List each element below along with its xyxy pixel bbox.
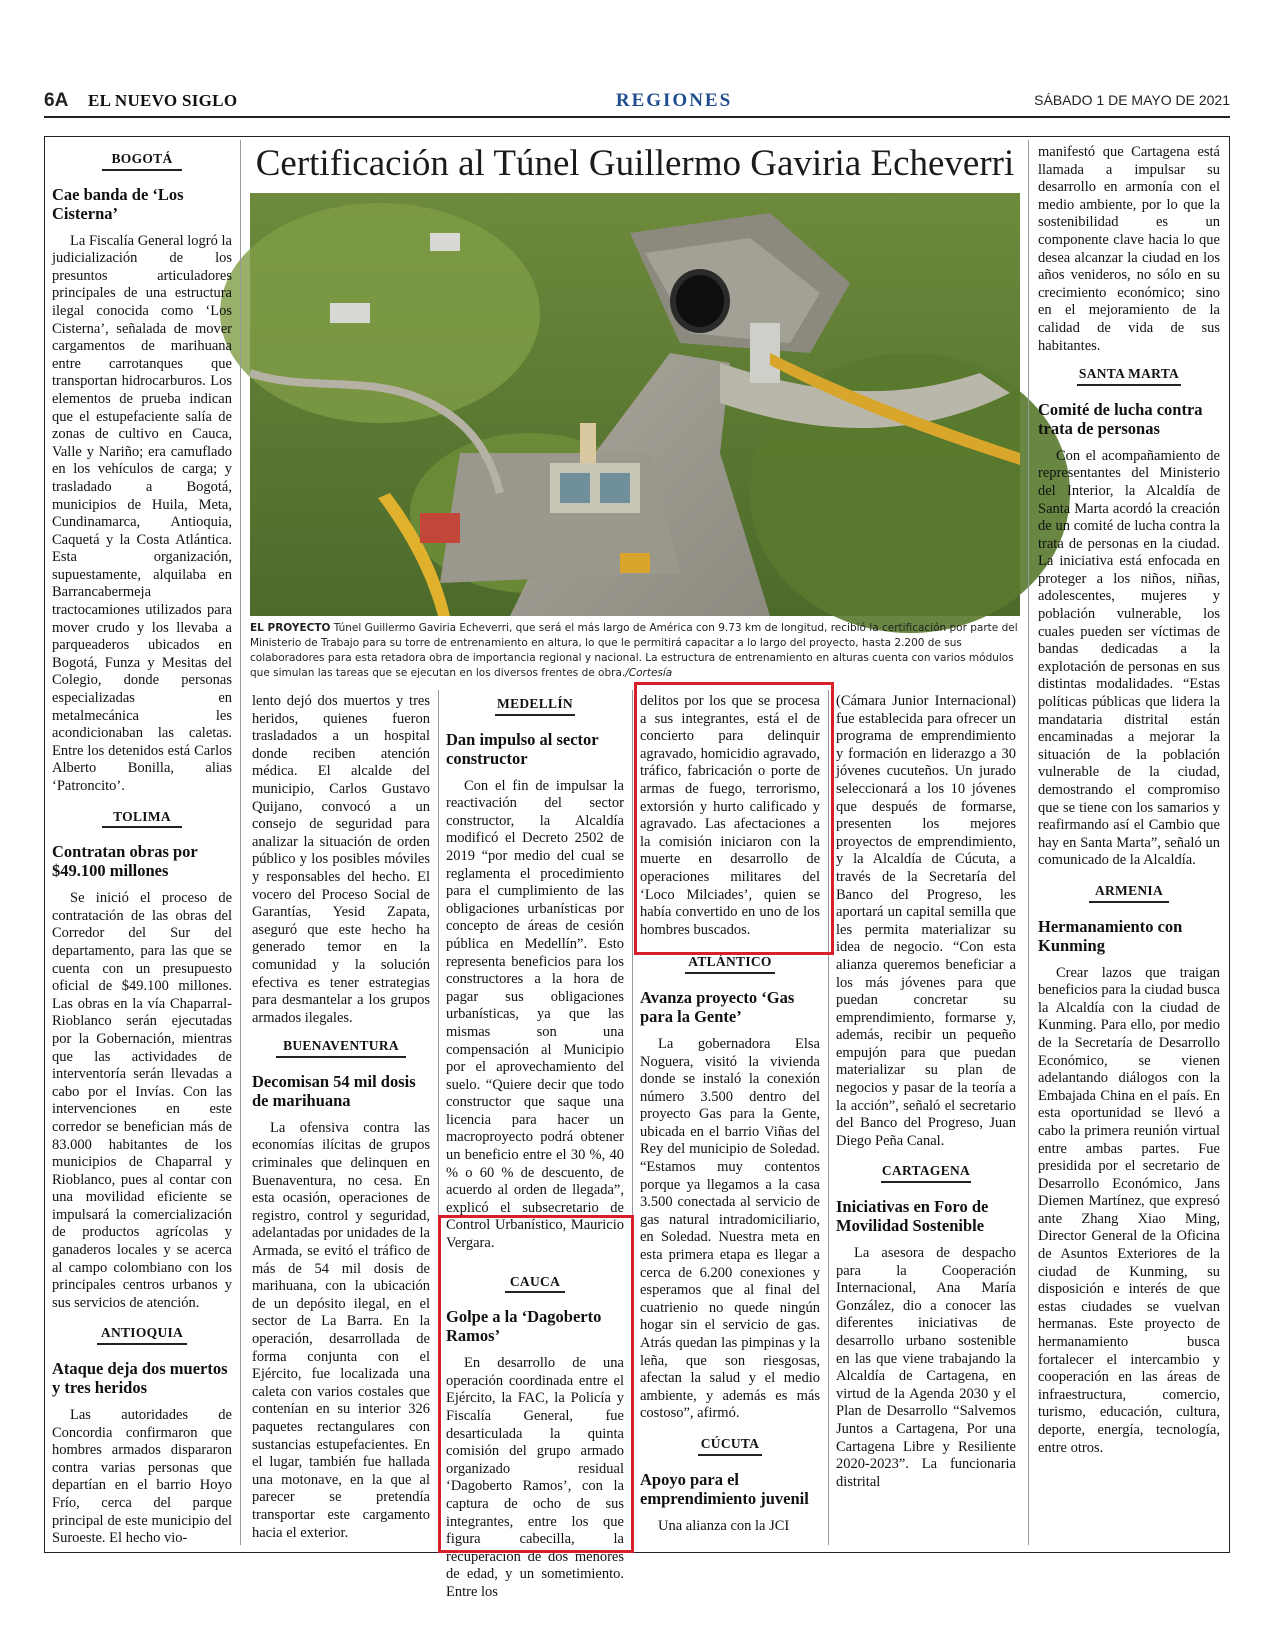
article-cartagena-continued: manifestó que Cartagena está llamada a impulsar su desarrollo en armonía con el medio ambiente, por lo que la sostenibilidad es un componente clave hacia lo que desea alcanzar la ciudad en los años venideros, no sólo en su crecimiento económico; sino en el mejoramiento de la calidad de vida de sus habitantes.	[1038, 144, 1220, 354]
photo-caption	[250, 621, 1020, 681]
section-title: REGIONES	[615, 90, 733, 111]
headline-cauca: Golpe a la ‘Dagoberto Ramos’	[446, 1307, 602, 1346]
kicker-armenia: ARMENIA	[1089, 882, 1169, 903]
headline-cartagena: Iniciativas en Foro de Movilidad Sostenible	[836, 1197, 989, 1236]
article-cauca-text: En desarrollo de una operación coordinada entre el Ejército, la FAC, la Policía y Fiscalía General, fue desarticulada la quinta comisión del grupo armado organizado residual ‘Dagoberto Ramos’, con la captura de ocho de sus integrantes, entre los que figura cabecilla, la recuperación de dos menores de edad, y un sometimiento. Entre los	[446, 1355, 624, 1600]
highlight-box-cauca-continued	[634, 682, 834, 955]
kicker-medellin: MEDELLÍN	[495, 695, 575, 716]
page-number: 6A	[44, 90, 69, 111]
headline-bogota: Cae banda de ‘Los Cisterna’	[52, 184, 184, 223]
article-armenia-text: Crear lazos que traigan beneficios para la ciudad busca la Alcaldía con la ciudad de Kunming. Para ello, por medio de la Secretaría de Desarrollo Económico, se vienen adelantando diálogos con la Embajada China en el país. En esta oportunidad se llevó a cabo la primera reunión virtual entre ambas partes. Fue presidida por el secretario de Desarrollo Económico, Jans Diemen Martínez, que expresó ante Zhang Xiao Ming, Director General de la Oficina de Asuntos Exteriores de la ciudad de Kunming, su disposición e interés de que estas ciudades se vuelvan hermanas. Este proyecto de hermanamiento busca fortalecer el intercambio y cooperación en las áreas de infraestructura, comercio, turismo, educación, cultura, deporte, energía, tecnología, entre otros.	[1038, 964, 1220, 1456]
article-bogota-text: La Fiscalía General logró la judicialización de los presuntos articuladores principales de una estructura ilegal conocida como ‘Los Cisterna’, señalada de mover cargamentos de marihuana entre carrotanques que transportan hidrocarburos. Los elementos de prueba indican que el estupefaciente salía de zonas de cultivo en Cauca, Valle y Nariño; era camuflado en los vehículos de carga; y trasladado a Bogotá, municipios de Huila, Meta, Cundinamarca, Antioquia, Caquetá y la Costa Atlántica. Esta organización, supuestamente, alquilaba en Barrancabermeja tractocamiones utilizados para mover crudo y los llevaba a parqueaderos ubicados en Bogotá, Funza y Mesitas del Colegio, donde personas especializadas en metalmecánica les acondicionaban las caletas. Entre los detenidos está Carlos Alberto Bonilla, alias ‘Patroncito’.	[52, 232, 232, 794]
article-buenaventura-text: La ofensiva contra las economías ilícitas de grupos criminales que delinquen en Buenaventura, no cesa. En esta ocasión, operaciones de registro, control y seguridad, adelantadas por unidades de la Armada, se evitó el tráfico de más de 54 mil dosis de marihuana, con la ubicación de un depósito ilegal, en el sector de La Barra. En la operación, desarrollada de forma conjunta con el Ejército, fue localizada una caleta con varios costales que contenían en su interior 326 paquetes rectangulares con sustancias estupefacientes. En el lugar, también fue hallada una motonave, en la que al parecer se pretendía transportar este cargamento hacia el exterior.	[252, 1119, 430, 1541]
column-1	[52, 144, 232, 1547]
article-antioquia-continued: lento dejó dos muertos y tres heridos, quienes fueron trasladados a un hospital donde reciben atención médica. El alcalde del municipio, Carlos Gustavo Quijano, convocó a un consejo de seguridad para analizar la situación de orden público y los posibles móviles y responsables del hecho. El vocero del Proceso Social de Garantías, Yesid Zapata, aseguró que este hecho ha generado temor en la comunidad y la solución efectiva es tener estrategias para desmantelar a los grupos armados ilegales.	[252, 693, 430, 1026]
column-6	[1038, 144, 1220, 1544]
kicker-buenaventura: BUENAVENTURA	[276, 1037, 406, 1058]
kicker-tolima: TOLIMA	[102, 808, 182, 829]
headline-tolima: Contratan obras por $49.100 millones	[52, 842, 198, 881]
article-santa-marta-text: Con el acompañamiento de representantes del Ministerio del Interior, la Alcaldía de Santa Marta acordó la creación de un comité de lucha contra la trata de personas en la ciudad. La iniciativa está enfocada en proteger a los niños, niñas, adolescentes, mujeres y población vulnerable, los cuales pueden ser víctimas de bandas dedicadas a la explotación de personas en sus distintas modalidades. “Estas políticas públicas que lidera la mandataria distrital están encaminadas a mejorar la situación de la población vulnerable de la ciudad, demostrando el compromiso que se tiene con los samarios y reafirmando así el Cambio que hay en Santa Marta”, señaló un comunicado de la Alcaldía.	[1038, 447, 1220, 869]
column-2	[252, 693, 430, 1543]
article-cartagena-text: La asesora de despacho para la Cooperación Internacional, Ana María González, dio a conocer las diferentes iniciativas de desarrollo urbano sostenible en las que viene trabajando la Alcaldía de Cartagena, en virtud de la Agenda 2030 y el Plan de Desarrollo “Salvemos Juntos a Cartagena, Por una Cartagena Libre y Resiliente 2020-2023”. La funcionaria distrital	[836, 1245, 1016, 1490]
caption-lead: EL PROYECTO	[250, 622, 331, 634]
article-tolima-text: Se inició el proceso de contratación de las obras del Corredor del Sur del departamento, para las que se cuenta con un presupuesto oficial de $49.100 millones. Las obras en la vía Chaparral-Rioblanco serán ejecutadas por la Gobernación, mientras que las actividades de interventoría serán llevadas a cabo por el Invías. Con las intervenciones en este corredor se benefician más de 83.000 habitantes de los municipios de Chaparral y Rioblanco, pues al contar con una movilidad eficiente se impulsará la comercialización de productos agrícolas y ganaderos locales y se acerca al campo colombiano con los principales centros urbanos y sus servicios de atención.	[52, 890, 232, 1311]
column-rule	[240, 140, 241, 1545]
feature-title: Certificación al Túnel Guillermo Gaviria Echeverri	[255, 143, 1015, 184]
caption-text: Túnel Guillermo Gaviria Echeverri, que será el más largo de América con 9.73 km de longitud, recibió la certificación por parte del Ministerio de Trabajo para su torre de entrenamiento en altura, lo que le permitirá capacitar a lo largo del proyecto, hasta 2.200 de sus colaboradores para esta retadora obra de importancia regional y nacional. La estructura de entrenamiento en alturas cuenta con varios módulos que simulan las tareas que se ejecutan en los diversos frentes de obra.	[250, 622, 1018, 679]
headline-armenia: Hermanamiento con Kunming	[1038, 916, 1183, 955]
kicker-antioquia: ANTIOQUIA	[97, 1324, 187, 1345]
headline-cucuta: Apoyo para el emprendimiento juvenil	[640, 1469, 809, 1508]
headline-antioquia: Ataque deja dos muertos y tres heridos	[52, 1359, 228, 1398]
tunnel-photo	[250, 193, 1020, 616]
kicker-cucuta: CÚCUTA	[698, 1435, 762, 1456]
headline-medellin: Dan impulso al sector constructor	[446, 729, 599, 768]
article-cauca-continued: delitos por los que se procesa a sus integrantes, está el de concierto para delinquir agravado, homicidio agravado, tráfico, fabricación o porte de armas de fuego, terrorismo, extorsión y hurto calificado y agravado. Las afectaciones a la comisión iniciaron con la muerte en desarrollo de operaciones militares del ‘Loco Milciades’, quien se había convertido en uno de los hombres buscados.	[640, 693, 820, 938]
page-header	[44, 90, 1230, 118]
headline-atlantico: Avanza proyecto ‘Gas para la Gente’	[640, 987, 795, 1026]
kicker-santa-marta: SANTA MARTA	[1077, 365, 1181, 386]
article-medellin-text: Con el fin de impulsar la reactivación del sector constructor, la Alcaldía modificó el Decreto 2502 de 2019 “por medio del cual se reglamenta el procedimiento para el cumplimiento de las obligaciones urbanísticas por concepto de áreas de cesión pública en Medellín”. Esto representa beneficios para los constructores a la hora de pagar sus obligaciones urbanísticas, ya que las mismas son una compensación al Municipio por el aprovechamiento del suelo. “Quiere decir que todo constructor que saque una licencia para hacer un macroproyecto podrá obtener un beneficio entre el 30 %, 40 % o 60 % de descuento, de acuerdo al orden de llegada”, explicó el subsecretario de Control Urbanístico, Mauricio Vergara.	[446, 777, 624, 1252]
kicker-bogota: BOGOTÁ	[102, 150, 182, 171]
headline-santa-marta: Comité de lucha contra trata de personas	[1038, 399, 1203, 438]
photo-credit: /Cortesía	[625, 667, 673, 679]
kicker-cauca: CAUCA	[505, 1273, 565, 1294]
highlight-box-cauca	[438, 1215, 634, 1553]
kicker-atlantico: ATLÁNTICO	[685, 953, 775, 974]
column-rule	[1028, 140, 1029, 1545]
article-antioquia-text: Las autoridades de Concordia confirmaron que hombres armados dispararon contra varias personas que departían en el barrio Hoyo Frío, cerca del parque principal de este municipio del Suroeste. El hecho vio-	[52, 1407, 232, 1547]
article-cucuta-continued: (Cámara Junior Internacional) fue establecida para ofrecer un programa de emprendimiento y formación en liderazgo a 30 jóvenes cucuteños. Un jurado seleccionará a los 10 jóvenes que después de formarse, presenten los mejores proyectos de emprendimiento, y la Alcaldía de Cúcuta, a través de la Secretaría del Banco del Progreso, les aportará un capital semilla que les permita materializar su idea de negocio. “Con esta alianza queremos beneficiar a los más jóvenes para que puedan concretar su emprendimiento, formarse y, además, recibir un pequeño empujón para que puedan materializar su plan de negocios y pasar de la teoría a la acción”, señaló el secretario del Banco del Progreso, Juan Diego Peña Canal.	[836, 693, 1016, 1149]
newspaper-logo: EL NUEVO SIGLO	[88, 91, 238, 110]
issue-date: SÁBADO 1 DE MAYO DE 2021	[1034, 92, 1230, 108]
article-atlantico-text: La gobernadora Elsa Noguera, visitó la vivienda donde se instaló la conexión número 3.500 dentro del proyecto Gas para la Gente, ubicada en el barrio Viñas del Rey del municipio de Soledad. “Estamos muy contentos porque ya llegamos a la casa 3.500 conectada al servicio de gas natural intradomiciliario, en Soledad. Nuestra meta en esta primera etapa es llegar a cerca de 6.200 conexiones y esperamos que al final del cuatrienio no quede ningún hogar sin el servicio de gas. Atrás quedan las pimpinas y la leña, que son riesgosas, afectan la salud y el medio ambiente, y además es más costoso”, afirmó.	[640, 1035, 820, 1422]
article-cucuta-text: Una alianza con la JCI	[658, 1517, 790, 1534]
kicker-cartagena: CARTAGENA	[881, 1162, 971, 1183]
headline-buenaventura: Decomisan 54 mil dosis de marihuana	[252, 1071, 416, 1110]
column-5	[836, 693, 1016, 1543]
